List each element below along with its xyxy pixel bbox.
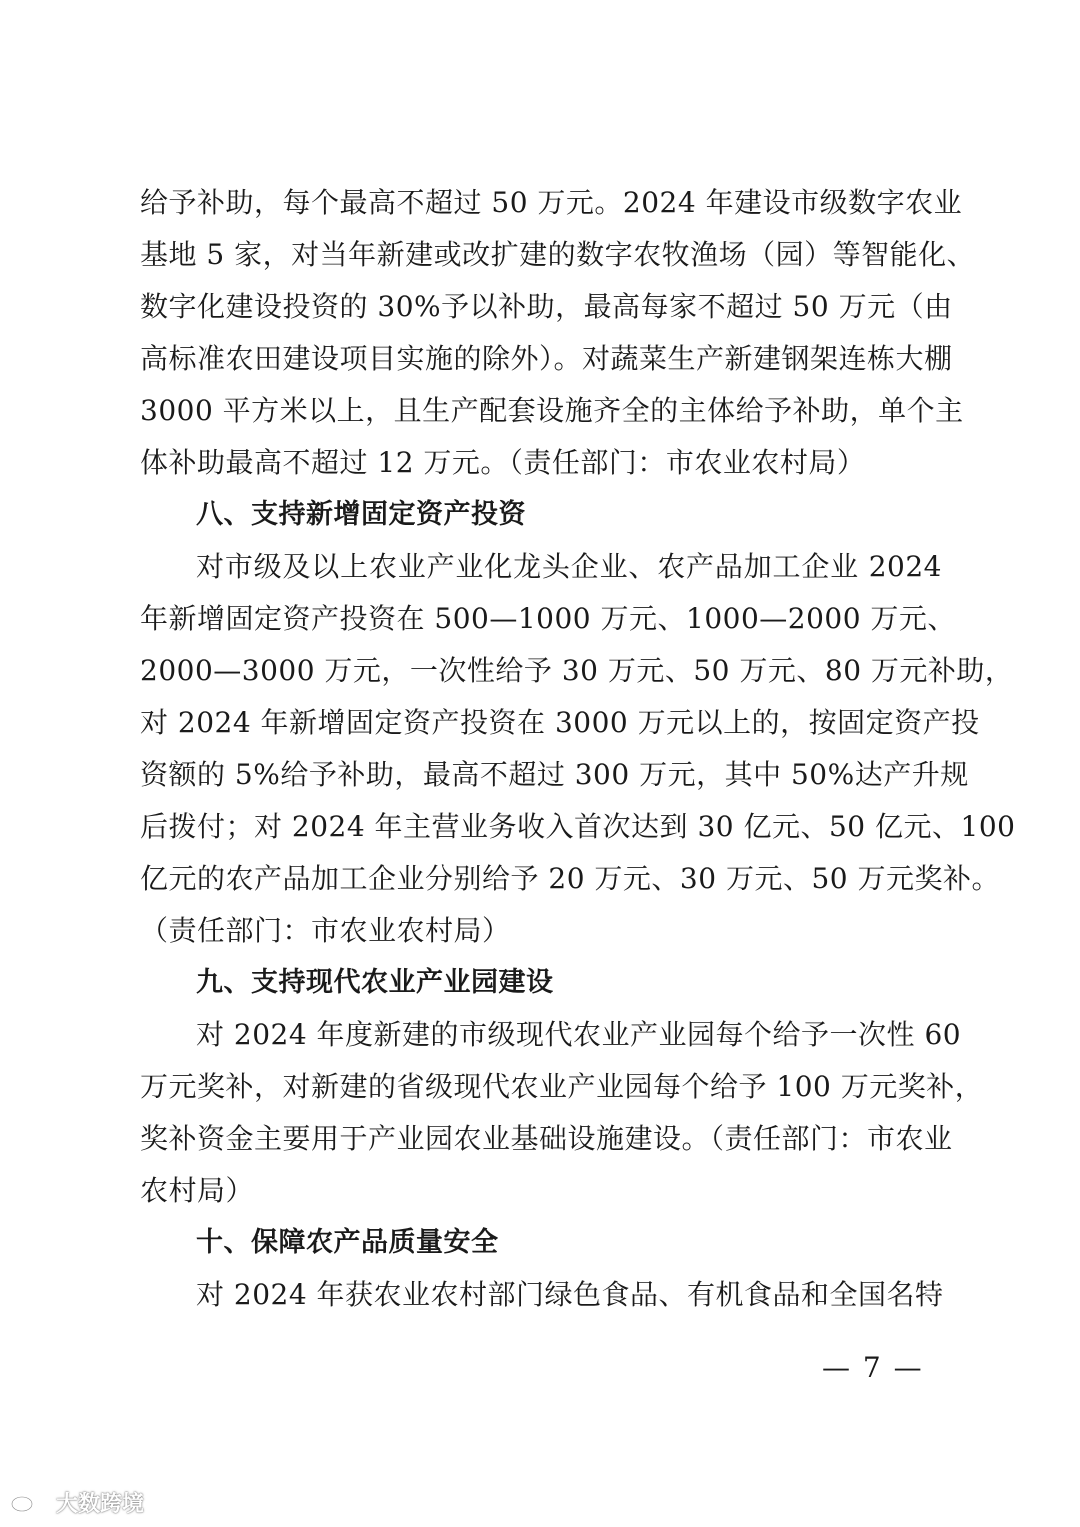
watermark [10,1487,144,1517]
paragraph-line: 数字化建设投资的 30%予以补助，最高每家不超过 50 万元（由 [140,290,953,323]
paragraph-line: 给予补助，每个最高不超过 50 万元。2024 年建设市级数字农业 [140,186,963,219]
paragraph-line: 后拨付；对 2024 年主营业务收入首次达到 30 亿元、50 亿元、100 [140,810,1016,843]
section-heading-10: 十、保障农产品质量安全 [196,1227,499,1258]
paragraph-line: （责任部门：市农业农村局） [140,914,511,947]
paragraph-line: 年新增固定资产投资在 500—1000 万元、1000—2000 万元、 [140,602,956,635]
paragraph-line: 2000—3000 万元，一次性给予 30 万元、50 万元、80 万元补助， [140,654,1014,687]
paragraph-line: 亿元的农产品加工企业分别给予 20 万元、30 万元、50 万元奖补。 [140,862,1000,895]
paragraph-line: 对市级及以上农业产业化龙头企业、农产品加工企业 2024 [196,550,942,583]
paragraph-line: 奖补资金主要用于产业园农业基础设施建设。（责任部门：市农业 [140,1122,953,1155]
paragraph-line: 对 2024 年新增固定资产投资在 3000 万元以上的，按固定资产投 [140,706,980,739]
section-heading-9: 九、支持现代农业产业园建设 [196,967,554,998]
paragraph-line: 万元奖补，对新建的省级现代农业产业园每个给予 100 万元奖补， [140,1070,984,1103]
paragraph-line: 体补助最高不超过 12 万元。（责任部门：市农业农村局） [140,446,866,479]
paragraph-line: 农村局） [140,1174,255,1207]
paragraph-line: 3000 平方米以上，且生产配套设施齐全的主体给予补助，单个主 [140,394,964,427]
page-number: — 7 — [822,1351,924,1384]
weibo-logo-icon [10,1491,50,1513]
section-heading-8: 八、支持新增固定资产投资 [196,499,526,530]
paragraph-line: 高标准农田建设项目实施的除外）。对蔬菜生产新建钢架连栋大棚 [140,342,953,375]
paragraph-line: 资额的 5%给予补助，最高不超过 300 万元，其中 50%达产升规 [140,758,969,791]
paragraph-line: 对 2024 年获农业农村部门绿色食品、有机食品和全国名特 [196,1278,944,1311]
paragraph-line: 对 2024 年度新建的市级现代农业产业园每个给予一次性 60 [196,1018,962,1051]
paragraph-line: 基地 5 家，对当年新建或改扩建的数字农牧渔场（园）等智能化、 [140,238,976,271]
watermark-text: 大数跨境 [56,1491,145,1517]
